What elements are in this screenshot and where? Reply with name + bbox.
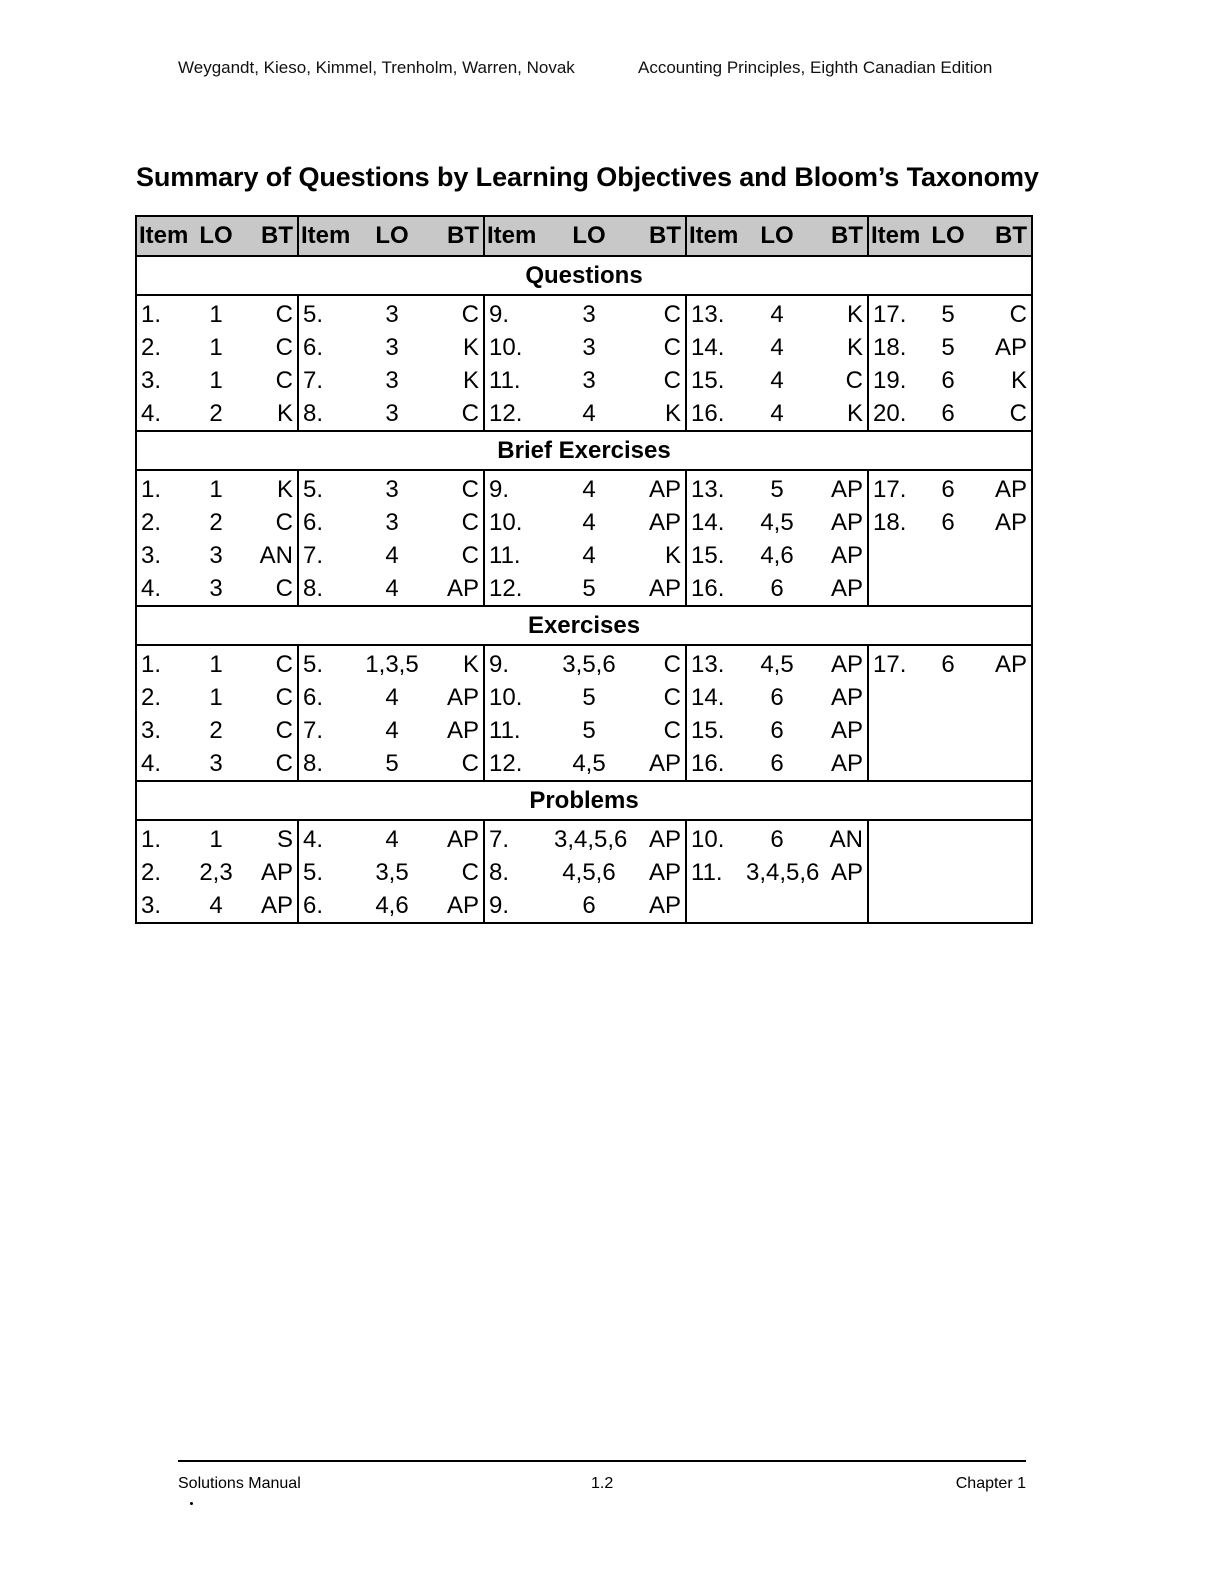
item-cell: 2.	[141, 333, 162, 361]
item-cell: 4.	[136, 397, 196, 431]
item-cell: 7.	[489, 825, 510, 853]
lo-cell: 3	[582, 300, 596, 328]
item-cell: 10.	[489, 333, 523, 361]
bt-cell	[968, 889, 1032, 923]
lo-cell: 1,3,5	[365, 650, 419, 678]
page-footer	[178, 1475, 1026, 1497]
lo-cell	[928, 856, 968, 889]
bt-cell: AP	[994, 333, 1027, 361]
bt-cell: AP	[808, 572, 868, 606]
lo-cell: 5	[358, 747, 426, 781]
item-cell	[868, 856, 928, 889]
item-cell	[868, 820, 928, 856]
bt-cell: C	[236, 747, 298, 781]
lo-cell: 4,5	[760, 508, 794, 536]
bt-cell: C	[426, 295, 484, 331]
lo-cell: 3,4,5,6	[554, 825, 628, 853]
bt-cell: AP	[808, 714, 868, 747]
item-cell: 9.	[489, 475, 510, 503]
bt-cell: AP	[624, 747, 686, 781]
lo-cell	[928, 889, 968, 923]
bt-cell: C	[426, 856, 484, 889]
lo-cell: 3	[196, 747, 236, 781]
bt-cell: AP	[624, 506, 686, 539]
bt-cell: K	[808, 295, 868, 331]
lo-cell: 3	[358, 397, 426, 431]
bt-cell: AP	[994, 475, 1027, 503]
lo-cell: 1	[209, 650, 223, 678]
column-header-bt: BT	[624, 216, 686, 256]
item-cell	[686, 889, 746, 923]
item-cell: 7.	[303, 366, 324, 394]
footer-left: Solutions Manual	[178, 1475, 301, 1492]
item-cell: 3.	[141, 541, 162, 569]
bt-cell	[808, 889, 868, 923]
lo-cell: 6	[941, 366, 955, 394]
lo-cell: 3	[196, 572, 236, 606]
bt-cell: AN	[808, 820, 868, 856]
lo-cell: 4	[770, 300, 784, 328]
table-row	[136, 572, 1032, 606]
table-row	[136, 331, 1032, 364]
bt-cell: C	[624, 364, 686, 397]
lo-cell: 3,5	[375, 858, 409, 886]
item-cell: 11.	[691, 858, 723, 886]
bt-cell: C	[426, 470, 484, 506]
bt-cell: C	[236, 572, 298, 606]
bt-cell	[968, 539, 1032, 572]
item-cell: 6.	[303, 508, 324, 536]
table-row	[136, 397, 1032, 431]
item-cell: 2.	[141, 683, 162, 711]
item-cell: 5.	[303, 300, 324, 328]
item-cell: 14.	[691, 508, 725, 536]
bt-cell: AP	[808, 470, 868, 506]
lo-cell	[928, 681, 968, 714]
item-cell: 6.	[303, 333, 324, 361]
column-header-lo: LO	[554, 216, 624, 256]
section-title: Questions	[136, 256, 1032, 295]
lo-cell: 2	[209, 716, 223, 744]
bt-cell: K	[426, 364, 484, 397]
column-header-bt: BT	[236, 216, 298, 256]
bt-cell: AP	[426, 681, 484, 714]
item-cell: 12.	[484, 397, 554, 431]
lo-cell: 5	[554, 572, 624, 606]
footer-page-number: 1.2	[591, 1475, 614, 1492]
bt-cell	[968, 820, 1032, 856]
lo-cell	[928, 539, 968, 572]
bt-cell: K	[808, 331, 868, 364]
item-cell: 12.	[484, 747, 554, 781]
lo-cell: 1	[209, 333, 223, 361]
bt-cell: C	[426, 506, 484, 539]
item-cell	[868, 572, 928, 606]
item-cell: 11.	[489, 366, 521, 394]
column-header-item: Item	[298, 216, 358, 256]
footer-dot	[190, 1502, 193, 1505]
lo-cell: 6	[928, 397, 968, 431]
column-header-lo: LO	[358, 216, 426, 256]
footer-rule	[178, 1460, 1026, 1462]
bt-cell	[968, 747, 1032, 781]
table-row	[136, 681, 1032, 714]
bt-cell: AP	[624, 572, 686, 606]
table-row	[136, 295, 1032, 331]
lo-cell: 1	[209, 825, 223, 853]
table-row	[136, 889, 1032, 923]
bt-cell: AP	[624, 820, 686, 856]
lo-cell: 3	[385, 508, 399, 536]
item-cell	[868, 747, 928, 781]
item-cell: 16.	[686, 747, 746, 781]
section-title: Problems	[136, 781, 1032, 820]
lo-cell: 5	[941, 333, 955, 361]
lo-cell	[746, 889, 808, 923]
section-header-row	[136, 256, 1032, 295]
lo-cell: 4	[358, 572, 426, 606]
section-title: Brief Exercises	[136, 431, 1032, 470]
table-row	[136, 539, 1032, 572]
item-cell: 1.	[141, 475, 162, 503]
lo-cell: 4,5	[760, 650, 794, 678]
lo-cell: 1	[209, 366, 223, 394]
item-cell: 3.	[141, 366, 162, 394]
bt-cell: K	[624, 397, 686, 431]
bt-cell: AP	[808, 506, 868, 539]
lo-cell: 4	[746, 397, 808, 431]
item-cell: 18.	[873, 508, 907, 536]
header-authors: Weygandt, Kieso, Kimmel, Trenholm, Warren, Novak	[178, 58, 575, 77]
item-cell: 1.	[141, 300, 162, 328]
lo-cell: 2,3	[199, 858, 233, 886]
bt-cell: K	[624, 539, 686, 572]
lo-cell: 3	[385, 366, 399, 394]
bt-cell	[968, 714, 1032, 747]
bt-cell: AP	[426, 572, 484, 606]
lo-cell: 5	[770, 475, 784, 503]
lo-cell: 3,5,6	[562, 650, 616, 678]
bt-cell: AP	[236, 889, 298, 923]
item-cell: 9.	[489, 650, 510, 678]
lo-cell: 6	[746, 572, 808, 606]
bt-cell: C	[236, 506, 298, 539]
bt-cell: AP	[808, 681, 868, 714]
lo-cell: 3	[385, 333, 399, 361]
bt-cell: K	[236, 397, 298, 431]
item-cell: 8.	[489, 858, 510, 886]
bt-cell: AP	[624, 470, 686, 506]
bt-cell: K	[426, 331, 484, 364]
item-cell: 14.	[691, 683, 725, 711]
item-cell	[868, 714, 928, 747]
column-header-item: Item	[868, 216, 928, 256]
bt-cell: C	[624, 645, 686, 681]
item-cell: 14.	[691, 333, 725, 361]
bt-cell: C	[624, 295, 686, 331]
item-cell: 20.	[868, 397, 928, 431]
section-header-row	[136, 431, 1032, 470]
table-row	[136, 645, 1032, 681]
page-header	[178, 58, 1058, 82]
bt-cell: AP	[808, 539, 868, 572]
column-header-item: Item	[136, 216, 196, 256]
column-header-item: Item	[484, 216, 554, 256]
bt-cell: K	[1010, 366, 1027, 394]
item-cell: 11.	[489, 541, 521, 569]
item-cell: 7.	[303, 716, 324, 744]
item-cell	[868, 889, 928, 923]
lo-cell: 4	[582, 475, 596, 503]
table-row	[136, 747, 1032, 781]
bt-cell: C	[426, 539, 484, 572]
bt-cell: AP	[624, 889, 686, 923]
bt-cell: C	[236, 364, 298, 397]
footer-chapter: Chapter 1	[955, 1475, 1026, 1492]
lo-cell: 6	[746, 747, 808, 781]
item-cell: 4.	[136, 572, 196, 606]
lo-cell: 4	[385, 541, 399, 569]
lo-cell: 3,4,5,6	[746, 858, 820, 886]
bt-cell: K	[426, 645, 484, 681]
table-row	[136, 820, 1032, 856]
bt-cell: C	[624, 714, 686, 747]
lo-cell: 6	[770, 716, 784, 744]
item-cell: 13.	[691, 300, 725, 328]
item-cell: 9.	[484, 889, 554, 923]
item-cell: 2.	[141, 858, 162, 886]
item-cell: 16.	[686, 397, 746, 431]
bt-cell: AP	[808, 645, 868, 681]
lo-cell: 5	[582, 716, 596, 744]
header-book-title: Accounting Principles, Eighth Canadian Edition	[638, 58, 993, 77]
lo-cell: 3	[209, 541, 223, 569]
item-cell: 8.	[298, 572, 358, 606]
bt-cell: C	[236, 645, 298, 681]
bt-cell: C	[236, 714, 298, 747]
lo-cell: 4	[582, 508, 596, 536]
bt-cell: AP	[426, 889, 484, 923]
section-header-row	[136, 781, 1032, 820]
bt-cell: C	[808, 364, 868, 397]
item-cell: 19.	[873, 366, 907, 394]
bt-cell: C	[426, 747, 484, 781]
bt-cell: AP	[624, 856, 686, 889]
column-header-item: Item	[686, 216, 746, 256]
item-cell: 2.	[141, 508, 162, 536]
lo-cell: 3	[385, 300, 399, 328]
item-cell	[868, 539, 928, 572]
bt-cell: AP	[426, 820, 484, 856]
item-cell: 13.	[691, 475, 725, 503]
lo-cell: 3	[582, 366, 596, 394]
bt-cell	[968, 856, 1032, 889]
item-cell: 4.	[136, 747, 196, 781]
item-cell: 17.	[873, 300, 907, 328]
bt-cell: C	[1009, 300, 1027, 328]
column-header-lo: LO	[746, 216, 808, 256]
item-cell: 15.	[691, 716, 725, 744]
table-row	[136, 714, 1032, 747]
column-header-bt: BT	[968, 216, 1032, 256]
bt-cell: AP	[994, 508, 1027, 536]
lo-cell: 4,5	[554, 747, 624, 781]
item-cell: 8.	[298, 397, 358, 431]
item-cell: 15.	[691, 541, 725, 569]
lo-cell	[928, 572, 968, 606]
item-cell: 9.	[489, 300, 510, 328]
bt-cell: AP	[236, 856, 298, 889]
item-cell: 1.	[141, 825, 162, 853]
bt-cell: AP	[426, 714, 484, 747]
lo-cell: 4,5,6	[562, 858, 616, 886]
bt-cell: C	[426, 397, 484, 431]
page-title: Summary of Questions by Learning Objectives and Bloom’s Taxonomy	[136, 162, 1039, 192]
section-title: Exercises	[136, 606, 1032, 645]
item-cell: 5.	[303, 858, 324, 886]
column-header-lo: LO	[928, 216, 968, 256]
lo-cell: 6	[770, 825, 784, 853]
table-row	[136, 506, 1032, 539]
item-cell: 15.	[691, 366, 725, 394]
bt-cell: C	[624, 331, 686, 364]
lo-cell: 4	[196, 889, 236, 923]
lo-cell: 1	[209, 300, 223, 328]
bt-cell: AP	[994, 650, 1027, 678]
table-row	[136, 470, 1032, 506]
bt-cell	[968, 681, 1032, 714]
item-cell: 13.	[691, 650, 725, 678]
item-cell: 18.	[873, 333, 907, 361]
summary-table-body	[136, 216, 1032, 923]
lo-cell: 4,6	[760, 541, 794, 569]
lo-cell: 4,6	[358, 889, 426, 923]
summary-table	[135, 215, 1033, 924]
bt-cell	[968, 572, 1032, 606]
item-cell: 17.	[873, 650, 907, 678]
lo-cell: 6	[941, 650, 955, 678]
item-cell: 12.	[484, 572, 554, 606]
bt-cell: C	[236, 681, 298, 714]
column-header-bt: BT	[426, 216, 484, 256]
item-cell: 10.	[489, 508, 523, 536]
lo-cell: 6	[941, 508, 955, 536]
lo-cell	[928, 714, 968, 747]
bt-cell: K	[236, 470, 298, 506]
lo-cell: 4	[385, 716, 399, 744]
bt-cell: C	[624, 681, 686, 714]
item-cell: 1.	[141, 650, 162, 678]
lo-cell: 1	[209, 475, 223, 503]
lo-cell: 3	[582, 333, 596, 361]
lo-cell: 1	[209, 683, 223, 711]
item-cell: 6.	[303, 683, 324, 711]
column-header-lo: LO	[196, 216, 236, 256]
item-cell: 10.	[489, 683, 523, 711]
lo-cell: 3	[385, 475, 399, 503]
bt-cell: C	[236, 295, 298, 331]
item-cell	[868, 681, 928, 714]
column-header-row	[136, 216, 1032, 256]
column-header-bt: BT	[808, 216, 868, 256]
bt-cell: C	[968, 397, 1032, 431]
item-cell: 8.	[298, 747, 358, 781]
lo-cell: 5	[582, 683, 596, 711]
bt-cell: S	[236, 820, 298, 856]
lo-cell: 6	[941, 475, 955, 503]
lo-cell: 4	[770, 366, 784, 394]
table-row	[136, 856, 1032, 889]
item-cell: 16.	[686, 572, 746, 606]
item-cell: 6.	[298, 889, 358, 923]
item-cell: 7.	[303, 541, 324, 569]
bt-cell: AP	[808, 856, 868, 889]
lo-cell: 6	[770, 683, 784, 711]
lo-cell: 6	[554, 889, 624, 923]
item-cell: 10.	[691, 825, 725, 853]
item-cell: 4.	[303, 825, 324, 853]
bt-cell: K	[808, 397, 868, 431]
item-cell: 11.	[489, 716, 521, 744]
section-header-row	[136, 606, 1032, 645]
bt-cell: AP	[808, 747, 868, 781]
lo-cell: 4	[554, 397, 624, 431]
item-cell: 3.	[136, 889, 196, 923]
lo-cell: 2	[196, 397, 236, 431]
bt-cell: C	[236, 331, 298, 364]
lo-cell	[928, 747, 968, 781]
lo-cell: 4	[582, 541, 596, 569]
lo-cell: 4	[385, 825, 399, 853]
lo-cell	[928, 820, 968, 856]
item-cell: 5.	[303, 475, 324, 503]
lo-cell: 4	[385, 683, 399, 711]
table-row	[136, 364, 1032, 397]
item-cell: 3.	[141, 716, 162, 744]
bt-cell: AN	[236, 539, 298, 572]
lo-cell: 2	[209, 508, 223, 536]
item-cell: 5.	[303, 650, 324, 678]
item-cell: 17.	[873, 475, 907, 503]
lo-cell: 4	[770, 333, 784, 361]
lo-cell: 5	[941, 300, 955, 328]
